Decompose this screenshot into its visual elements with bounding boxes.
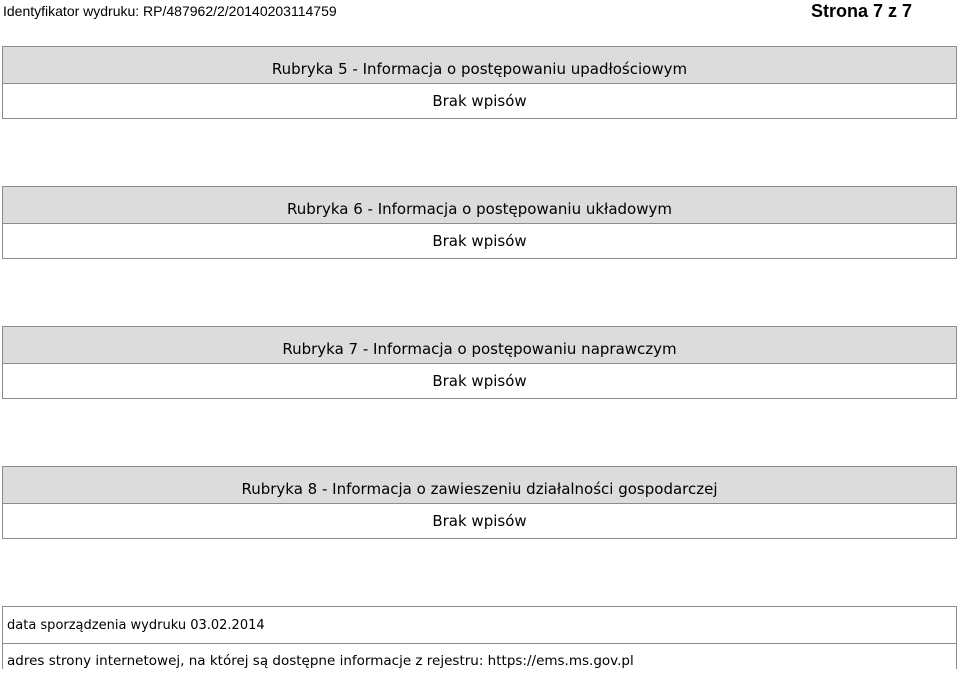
section-entries: Brak wpisów <box>3 84 956 118</box>
section-rubryka-6 <box>2 186 957 259</box>
section-entries: Brak wpisów <box>3 504 956 538</box>
section-rubryka-7 <box>2 326 957 399</box>
print-identifier: Identyfikator wydruku: RP/487962/2/20140203114759 <box>3 3 337 19</box>
page-header <box>0 0 960 24</box>
section-rubryka-5 <box>2 46 957 119</box>
section-entries: Brak wpisów <box>3 364 956 398</box>
section-title: Rubryka 8 - Informacja o zawieszeniu działalności gospodarczej <box>3 467 956 504</box>
print-date: data sporządzenia wydruku 03.02.2014 <box>7 618 265 633</box>
section-title: Rubryka 7 - Informacja o postępowaniu naprawczym <box>3 327 956 364</box>
page-footer <box>2 606 957 669</box>
section-rubryka-8 <box>2 466 957 539</box>
section-entries: Brak wpisów <box>3 224 956 258</box>
section-title: Rubryka 5 - Informacja o postępowaniu upadłościowym <box>3 47 956 84</box>
page-number: Strona 7 z 7 <box>810 1 912 21</box>
registry-address: adres strony internetowej, na której są dostępne informacje z rejestru: https://ems.ms.gov.pl <box>3 643 956 669</box>
section-title: Rubryka 6 - Informacja o postępowaniu układowym <box>3 187 956 224</box>
